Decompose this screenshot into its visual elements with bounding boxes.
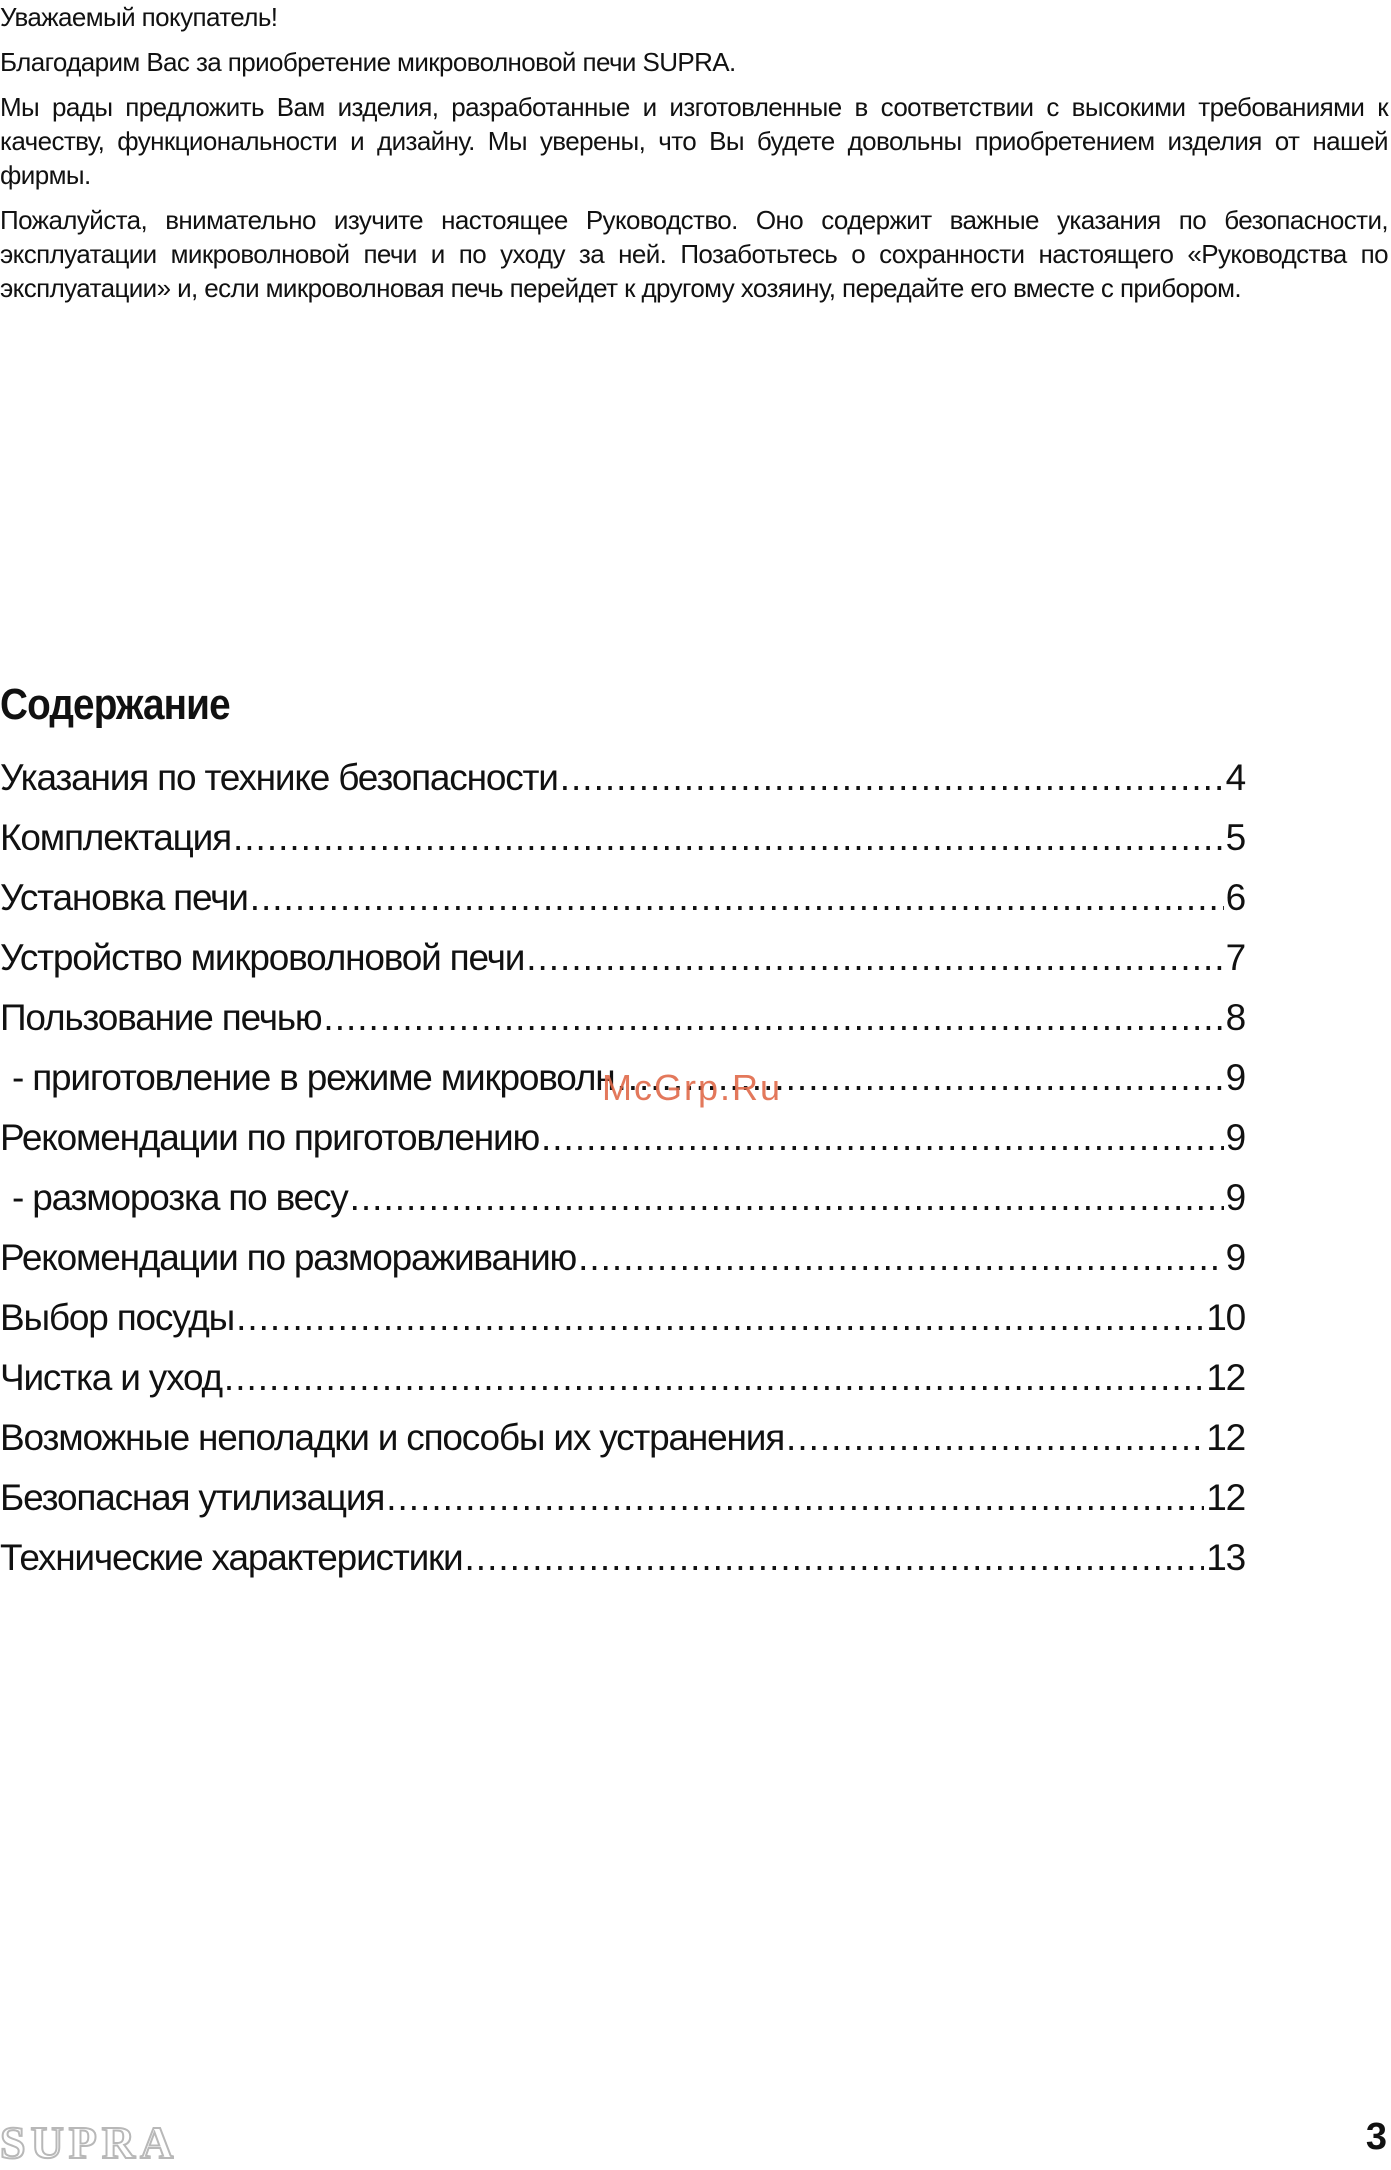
quality-paragraph: Мы рады предложить Вам изделия, разработанные и изготовленные в соответствии с высокими требованиями к качеству, функциональности и дизайну. Мы уверены, что Вы будете довольны приобретением изделия от нашей фирмы. <box>0 92 1388 190</box>
toc-item <box>0 1468 1245 1528</box>
toc-item <box>0 1348 1245 1408</box>
toc-item-label: Рекомендации по приготовлению <box>0 1117 539 1158</box>
toc-item <box>0 928 1245 988</box>
toc-item <box>0 748 1245 808</box>
toc-item-label: Комплектация <box>0 817 231 858</box>
toc-dot-leader <box>350 1168 1224 1228</box>
toc-item-label: Выбор посуды <box>0 1297 235 1338</box>
toc-item <box>0 988 1245 1048</box>
table-of-contents <box>0 748 1245 1588</box>
toc-title: Содержание <box>0 680 230 729</box>
toc-item-page: 12 <box>1206 1357 1245 1398</box>
toc-dot-leader <box>236 1288 1204 1348</box>
toc-item-page: 7 <box>1225 937 1245 978</box>
toc-dot-leader <box>233 808 1224 868</box>
toc-item <box>0 1408 1245 1468</box>
toc-item-label: Безопасная утилизация <box>0 1477 385 1518</box>
toc-item-label: Устройство микроволновой печи <box>0 937 525 978</box>
toc-dot-leader <box>786 1408 1204 1468</box>
toc-item-page: 12 <box>1206 1477 1245 1518</box>
manual-paragraph: Пожалуйста, внимательно изучите настоящее Руководство. Оно содержит важные указания по безопасности, эксплуатации микроволновой печи и по уходу за ней. Позаботьтесь о сохранности настоящего «Руководства по эксплуатации» и, если микроволновая печь перейдет к другому хозяину, передайте его вместе с прибором. <box>0 205 1388 303</box>
toc-dot-leader <box>526 928 1223 988</box>
toc-subitem <box>0 1168 1245 1228</box>
toc-item-label: Указания по технике безопасности <box>0 757 558 798</box>
toc-item-page: 6 <box>1225 877 1245 918</box>
supra-logo: SUPRA <box>0 2117 179 2168</box>
thanks-paragraph: Благодарим Вас за приобретение микроволновой печи SUPRA. <box>0 47 736 77</box>
toc-item <box>0 1288 1245 1348</box>
intro-section <box>0 0 1388 316</box>
toc-item-page: 9 <box>1225 1117 1245 1158</box>
toc-item-label: - разморозка по весу <box>12 1177 348 1218</box>
toc-dot-leader <box>541 1108 1224 1168</box>
toc-item-page: 8 <box>1225 997 1245 1038</box>
toc-item-page: 13 <box>1206 1537 1245 1578</box>
toc-item <box>0 808 1245 868</box>
toc-dot-leader <box>323 988 1223 1048</box>
toc-item <box>0 1228 1245 1288</box>
toc-item-page: 12 <box>1206 1417 1245 1458</box>
toc-item-label: Рекомендации по размораживанию <box>0 1237 577 1278</box>
toc-item <box>0 1108 1245 1168</box>
toc-item-label: Пользование печью <box>0 997 322 1038</box>
toc-item <box>0 868 1245 928</box>
toc-item-page: 9 <box>1225 1057 1245 1098</box>
toc-item-label: Возможные неполадки и способы их устранения <box>0 1417 785 1458</box>
toc-item-page: 9 <box>1225 1177 1245 1218</box>
toc-dot-leader <box>578 1228 1224 1288</box>
toc-dot-leader <box>386 1468 1204 1528</box>
toc-item-page: 10 <box>1206 1297 1245 1338</box>
toc-item-label: Чистка и уход <box>0 1357 222 1398</box>
toc-item-label: Установка печи <box>0 877 248 918</box>
toc-item-page: 9 <box>1225 1237 1245 1278</box>
page-number: 3 <box>1365 2116 1387 2158</box>
toc-dot-leader <box>224 1348 1204 1408</box>
toc-item-label: Технические характеристики <box>0 1537 463 1578</box>
toc-item-page: 4 <box>1225 757 1245 798</box>
site-watermark: McGrp.Ru <box>602 1067 783 1108</box>
toc-item <box>0 1528 1245 1588</box>
toc-dot-leader <box>250 868 1224 928</box>
toc-item-page: 5 <box>1225 817 1245 858</box>
greeting: Уважаемый покупатель! <box>0 2 278 32</box>
toc-item-label: - приготовление в режиме микроволн <box>12 1057 615 1098</box>
toc-dot-leader <box>465 1528 1205 1588</box>
toc-dot-leader <box>560 748 1224 808</box>
